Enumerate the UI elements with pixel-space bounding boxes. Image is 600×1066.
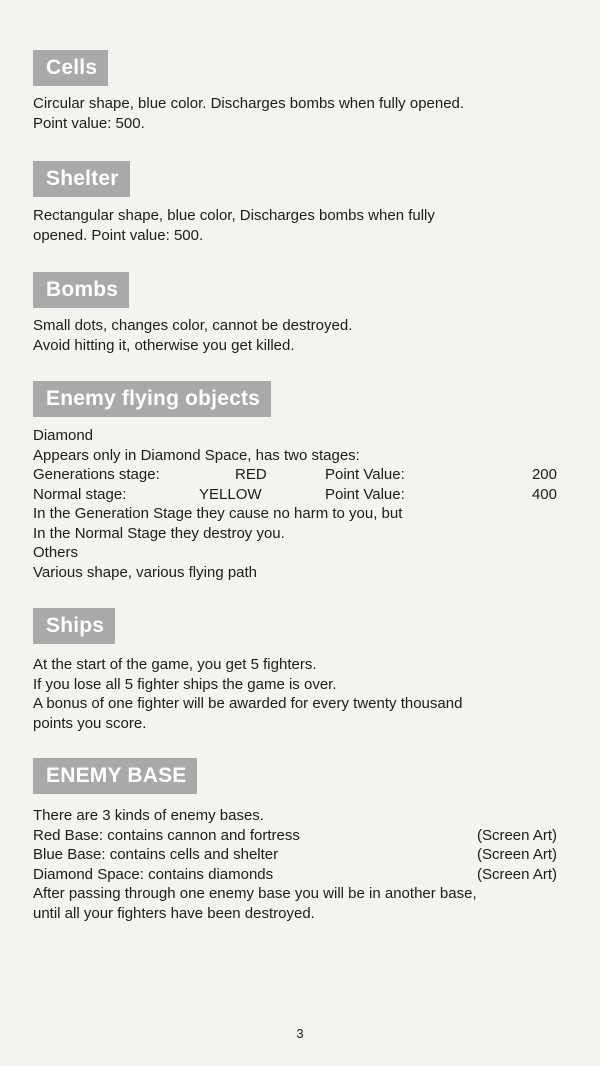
heading-enemy-base: ENEMY BASE bbox=[33, 758, 197, 794]
enemy-flying-objects-description bbox=[33, 426, 557, 582]
base-note: (Screen Art) bbox=[476, 846, 557, 863]
efo-outro-line-3: Others bbox=[33, 544, 79, 561]
stage-point-label: Point Value: bbox=[325, 466, 405, 483]
efo-intro-line-1: Diamond bbox=[33, 427, 94, 444]
ships-description bbox=[33, 655, 557, 733]
efo-outro-line-1: In the Generation Stage they cause no harm to you, but bbox=[33, 505, 403, 522]
heading-cells: Cells bbox=[33, 50, 108, 86]
base-text: Diamond Space: contains diamonds bbox=[33, 865, 274, 883]
stage-name: Generations stage: bbox=[33, 466, 160, 483]
base-note: (Screen Art) bbox=[476, 826, 557, 844]
ships-line-3: A bonus of one fighter will be awarded for every twenty thousand bbox=[33, 695, 463, 712]
shelter-line-2: opened. Point value: 500. bbox=[33, 226, 204, 244]
efo-outro-line-2: In the Normal Stage they destroy you. bbox=[33, 524, 285, 542]
shelter-line-1: Rectangular shape, blue color, Discharges bombs when fully bbox=[33, 207, 435, 224]
stage-color: RED bbox=[235, 466, 267, 483]
enemy-base-intro: There are 3 kinds of enemy bases. bbox=[33, 807, 264, 824]
enemy-base-description bbox=[33, 806, 557, 923]
stage-color: YELLOW bbox=[199, 485, 262, 503]
stage-point-label: Point Value: bbox=[325, 485, 405, 503]
page-number: 3 bbox=[296, 1026, 304, 1041]
cells-description bbox=[33, 94, 557, 133]
base-text: Blue Base: contains cells and shelter bbox=[33, 846, 279, 863]
stage-name: Normal stage: bbox=[33, 485, 127, 503]
heading-bombs: Bombs bbox=[33, 272, 129, 308]
cells-line-2: Point value: 500. bbox=[33, 114, 145, 132]
cells-line-1: Circular shape, blue color. Discharges bombs when fully opened. bbox=[33, 95, 465, 112]
enemy-base-outro-2: until all your fighters have been destroyed. bbox=[33, 904, 315, 922]
base-text: Red Base: contains cannon and fortress bbox=[33, 826, 300, 844]
efo-outro-line-4: Various shape, various flying path bbox=[33, 563, 258, 581]
base-row-red bbox=[33, 826, 557, 846]
efo-intro-line-2: Appears only in Diamond Space, has two stages: bbox=[33, 446, 360, 464]
bombs-line-1: Small dots, changes color, cannot be destroyed. bbox=[33, 317, 353, 334]
base-row-blue bbox=[33, 845, 557, 865]
heading-ships: Ships bbox=[33, 608, 115, 644]
stage-row-generation bbox=[33, 465, 557, 485]
stage-row-normal bbox=[33, 485, 557, 505]
enemy-base-outro-1: After passing through one enemy base you will be in another base, bbox=[33, 885, 477, 902]
bombs-line-2: Avoid hitting it, otherwise you get killed. bbox=[33, 336, 295, 354]
heading-shelter: Shelter bbox=[33, 161, 130, 197]
shelter-description bbox=[33, 206, 557, 245]
stage-point-value: 200 bbox=[531, 466, 557, 483]
base-note: (Screen Art) bbox=[476, 865, 557, 883]
bombs-description bbox=[33, 316, 557, 355]
stage-point-value: 400 bbox=[531, 485, 557, 503]
ships-line-1: At the start of the game, you get 5 fighters. bbox=[33, 656, 317, 673]
ships-line-2: If you lose all 5 fighter ships the game is over. bbox=[33, 675, 337, 693]
heading-enemy-flying-objects: Enemy flying objects bbox=[33, 381, 271, 417]
base-row-diamond bbox=[33, 865, 557, 885]
ships-line-4: points you score. bbox=[33, 714, 147, 732]
